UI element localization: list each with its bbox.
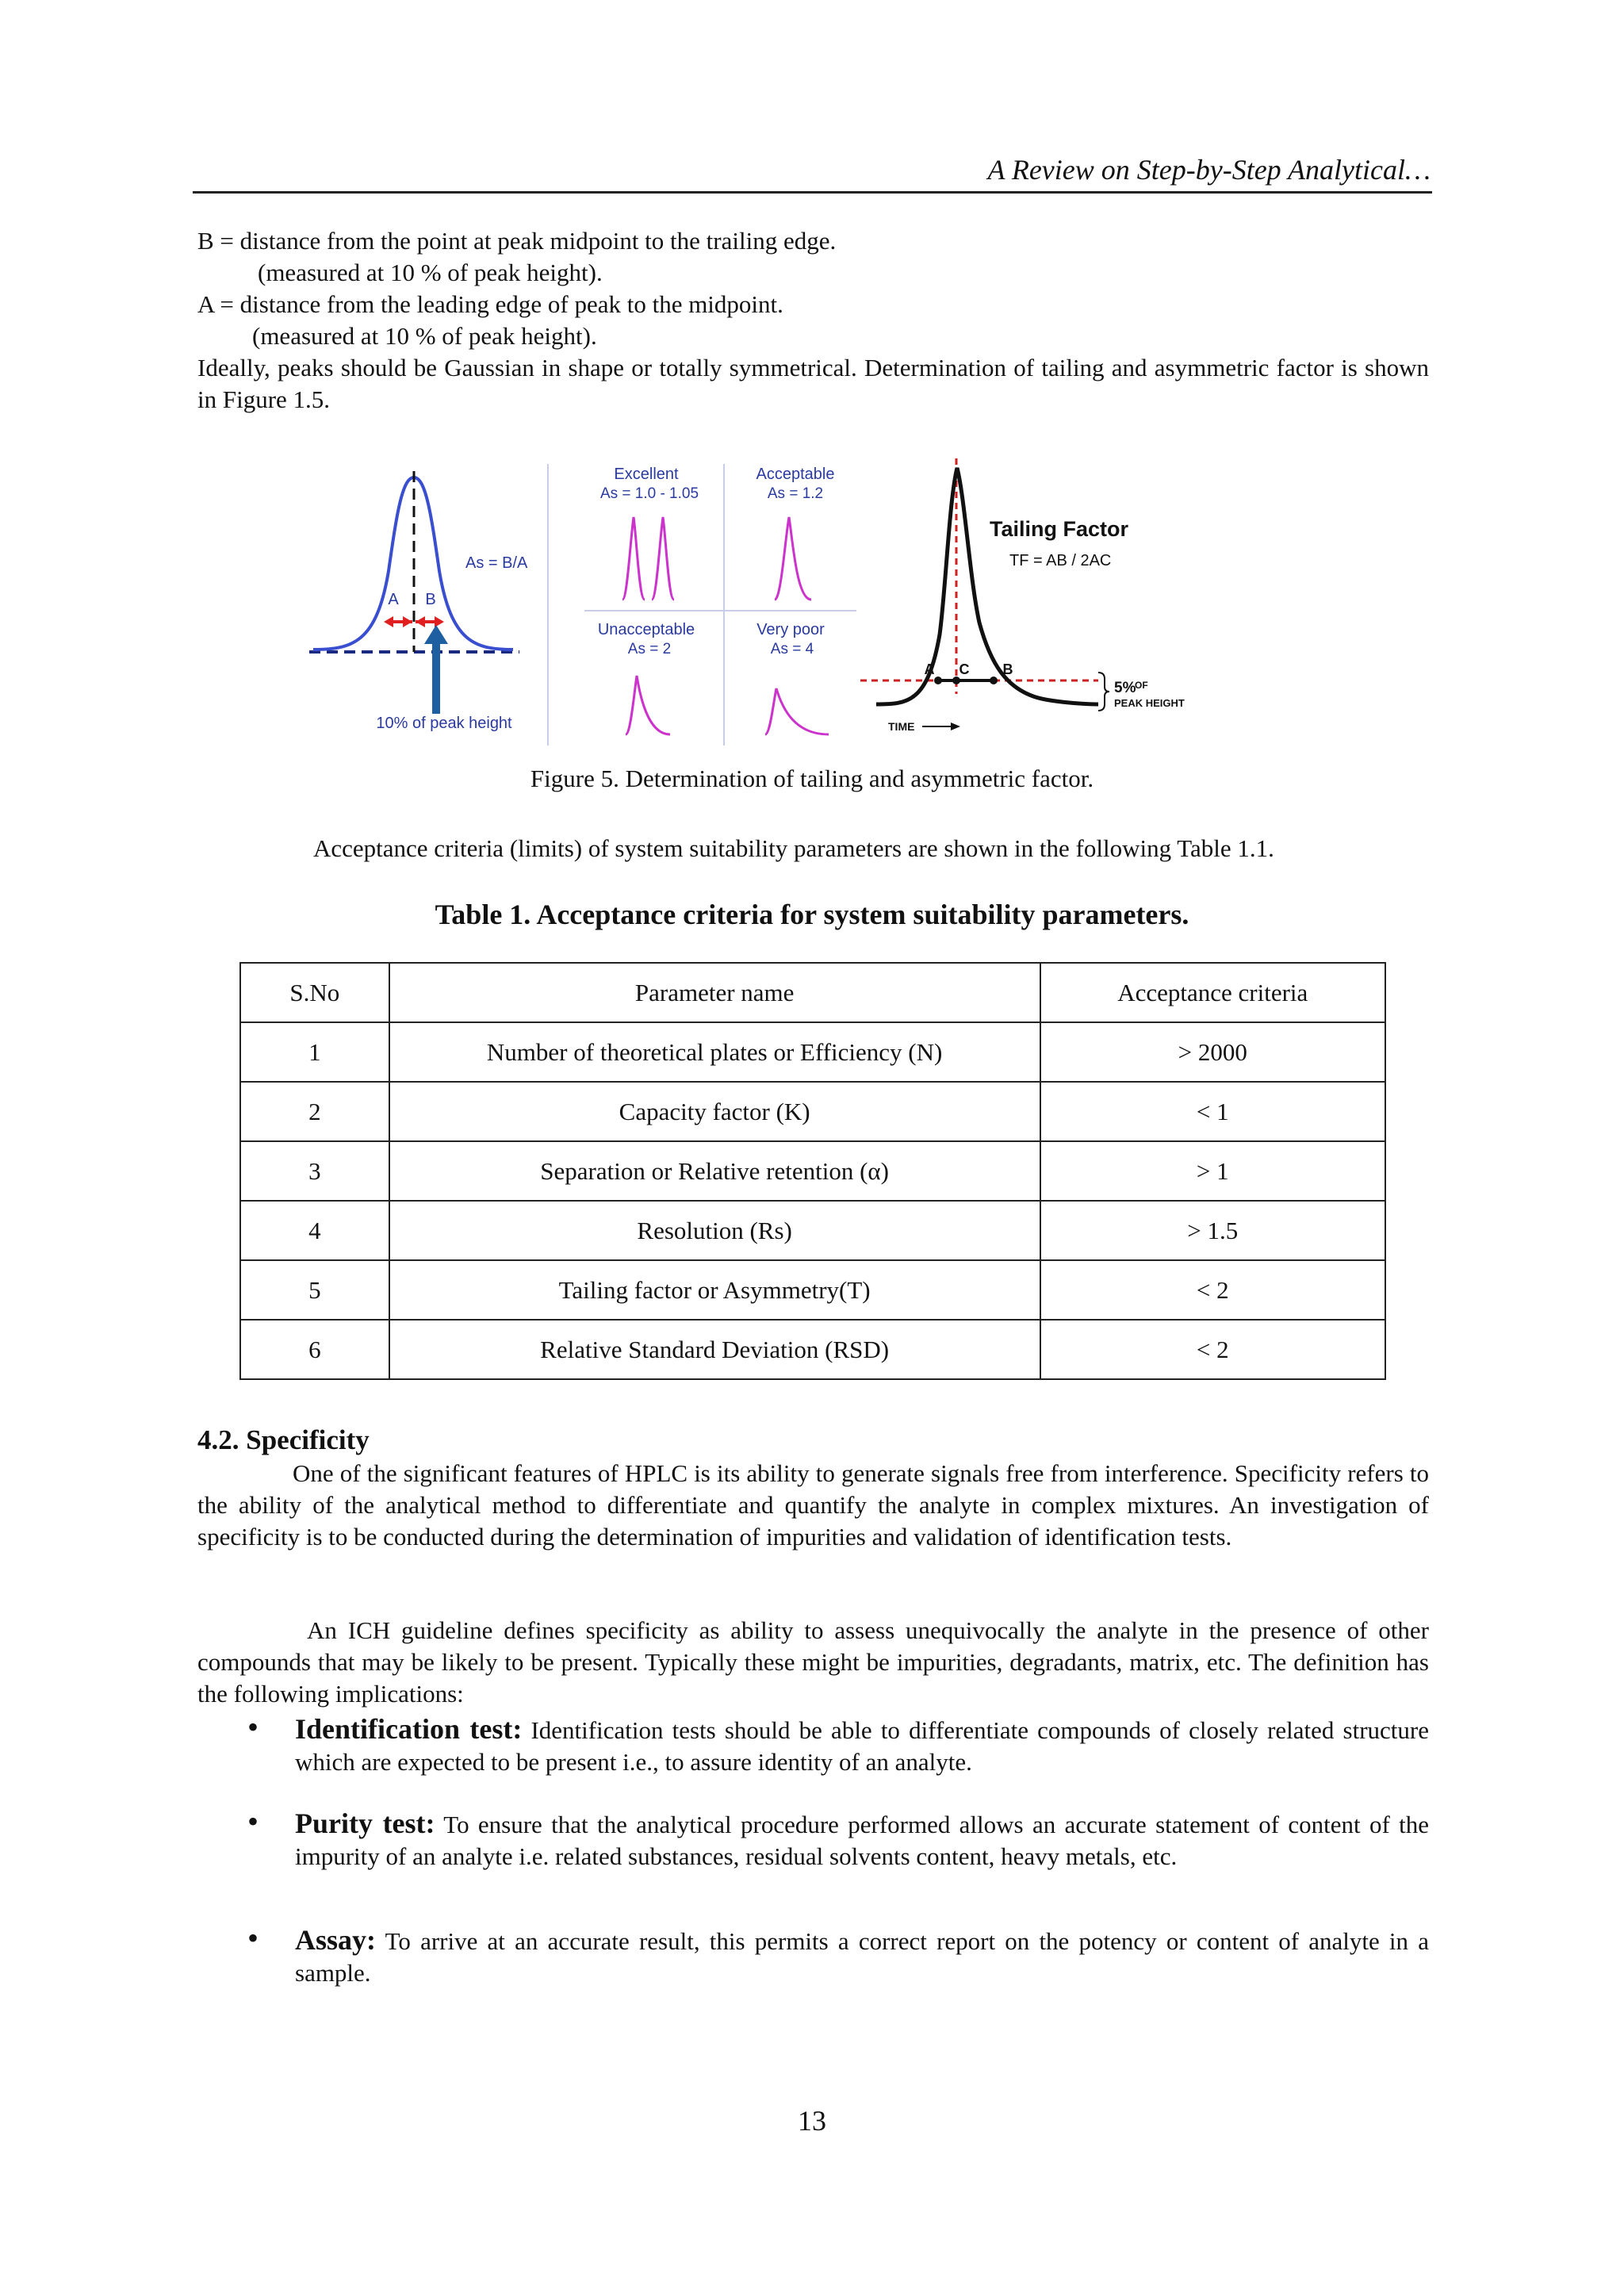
bullet-purity (295, 1807, 1429, 1872)
intro-sentence: Acceptance criteria (limits) of system suitability parameters are shown in the following Table 1.1. (313, 834, 1274, 862)
tf-label-c: C (959, 661, 970, 677)
definition-a: A = distance from the leading edge of peak to the midpoint. (197, 290, 783, 318)
bullet-dot: • (247, 1920, 259, 1956)
time-arrow-head (951, 723, 960, 730)
cell-parameter: Resolution (Rs) (389, 1201, 1040, 1260)
point-c (952, 677, 960, 684)
height-brace (1098, 673, 1109, 711)
specificity-paragraph-1: One of the significant features of HPLC is its ability to generate signals free from interference. Specificity refers to the ability of the analytical method to differentiate and quantify the analyte in complex mixtures. An investigation of specificity is to be conducted during the determination of impurities and validation of identification tests. (197, 1459, 1429, 1550)
bullet-dot: • (247, 1803, 259, 1839)
cell-criteria: > 1.5 (1040, 1201, 1385, 1260)
criteria-table (239, 962, 1386, 1380)
tf-pct: 5% (1114, 680, 1136, 696)
cell-parameter: Tailing factor or Asymmetry(T) (389, 1260, 1040, 1320)
header-criteria: Acceptance criteria (1040, 963, 1385, 1022)
as-formula: As = B/A (465, 554, 528, 572)
bullet-text: To arrive at an accurate result, this permits a correct report on the potency or content of analyte in a sample. (295, 1927, 1429, 1987)
cell-parameter: Relative Standard Deviation (RSD) (389, 1320, 1040, 1379)
header-rule (193, 191, 1432, 194)
asymmetry-grid (584, 464, 856, 746)
tf-title: Tailing Factor (990, 517, 1129, 541)
tailing-curve (876, 468, 1098, 704)
verypoor-title: Very poor (756, 621, 825, 638)
section-heading: 4.2. Specificity (197, 1424, 370, 1455)
ideal-paragraph: Ideally, peaks should be Gaussian in shape or totally symmetrical. Determination of tailing and asymmetric factor is shown in Figure 1.5. (197, 354, 1429, 413)
table-row (240, 1260, 1385, 1320)
tf-label-a: A (924, 661, 935, 677)
tf-of: OF (1135, 680, 1148, 691)
gaussian-peak-panel (309, 471, 528, 732)
cell-parameter: Separation or Relative retention (α) (389, 1141, 1040, 1201)
bullet-lead: Assay: (295, 1924, 377, 1956)
cell-sno: 2 (240, 1082, 389, 1141)
definition-b: B = distance from the point at peak midpoint to the trailing edge. (197, 227, 837, 255)
acceptable-value: As = 1.2 (767, 485, 824, 502)
arrowhead-a-right (403, 616, 412, 627)
asymmetry-figure (305, 452, 1624, 753)
acceptable-peak (775, 517, 811, 600)
point-a (934, 677, 942, 684)
bullet-text: Identification tests should be able to differentiate compounds of closely related structure which are expected to be present i.e., to assure identity of an analyte. (295, 1716, 1429, 1776)
table-row (240, 1320, 1385, 1379)
table-header-row (240, 963, 1385, 1022)
bullet-text: To ensure that the analytical procedure performed allows an accurate statement of content of the impurity of an analyte i.e. related substances, residual solvents content, heavy metals, etc. (295, 1811, 1429, 1870)
label-a: A (388, 591, 399, 608)
figure-caption: Figure 5. Determination of tailing and asymmetric factor. (530, 765, 1094, 792)
excellent-value: As = 1.0 - 1.05 (599, 485, 699, 502)
bullet-assay (295, 1924, 1429, 1989)
unacceptable-peak (626, 676, 670, 734)
cell-sno: 3 (240, 1141, 389, 1201)
cell-criteria: < 2 (1040, 1320, 1385, 1379)
tailing-factor-panel (860, 458, 1185, 733)
tf-label-b: B (1002, 661, 1013, 677)
bullet-lead: Purity test: (295, 1807, 435, 1839)
verypoor-value: As = 4 (770, 641, 814, 657)
cell-parameter: Number of theoretical plates or Efficiency (N) (389, 1022, 1040, 1082)
cell-criteria: > 1 (1040, 1141, 1385, 1201)
arrowhead-a-left (384, 616, 393, 627)
cell-criteria: > 2000 (1040, 1022, 1385, 1082)
definition-a-note: (measured at 10 % of peak height). (252, 322, 597, 350)
height-arrow-head (424, 625, 448, 644)
tf-formula: TF = AB / 2AC (1009, 552, 1112, 569)
unacceptable-value: As = 2 (627, 641, 672, 657)
header-parameter: Parameter name (389, 963, 1040, 1022)
cell-criteria: < 1 (1040, 1082, 1385, 1141)
cell-sno: 1 (240, 1022, 389, 1082)
tf-peak-height: PEAK HEIGHT (1114, 697, 1185, 709)
cell-sno: 5 (240, 1260, 389, 1320)
tf-time-label: TIME (888, 720, 915, 733)
table-title: Table 1. Acceptance criteria for system suitability parameters. (435, 899, 1189, 930)
excellent-title: Excellent (614, 466, 679, 483)
specificity-paragraph-2: An ICH guideline defines specificity as ability to assess unequivocally the analyte in the presence of other compounds that may be likely to be present. Typically these might be impurities, degradants, matrix, etc. The definition has the following implications: (197, 1616, 1429, 1708)
table-row (240, 1201, 1385, 1260)
cell-sno: 6 (240, 1320, 389, 1379)
excellent-peak-2 (652, 517, 674, 600)
bullet-lead: Identification test: (295, 1713, 523, 1745)
arrow-label: 10% of peak height (376, 715, 512, 732)
excellent-peak-1 (622, 517, 645, 600)
header-sno: S.No (240, 963, 389, 1022)
point-b (990, 677, 998, 684)
acceptable-title: Acceptable (756, 466, 835, 483)
cell-criteria: < 2 (1040, 1260, 1385, 1320)
running-header: A Review on Step-by-Step Analytical… (987, 154, 1431, 186)
verypoor-peak (765, 688, 829, 734)
label-b: B (425, 591, 436, 608)
unacceptable-title: Unacceptable (597, 621, 695, 638)
table-row (240, 1141, 1385, 1201)
cell-sno: 4 (240, 1201, 389, 1260)
table-row (240, 1082, 1385, 1141)
bullet-dot: • (247, 1709, 259, 1745)
page-number: 13 (798, 2105, 826, 2137)
definition-b-note: (measured at 10 % of peak height). (258, 259, 603, 286)
cell-parameter: Capacity factor (K) (389, 1082, 1040, 1141)
table-row (240, 1022, 1385, 1082)
bullet-identification (295, 1713, 1429, 1778)
arrowhead-b-left (416, 616, 425, 627)
